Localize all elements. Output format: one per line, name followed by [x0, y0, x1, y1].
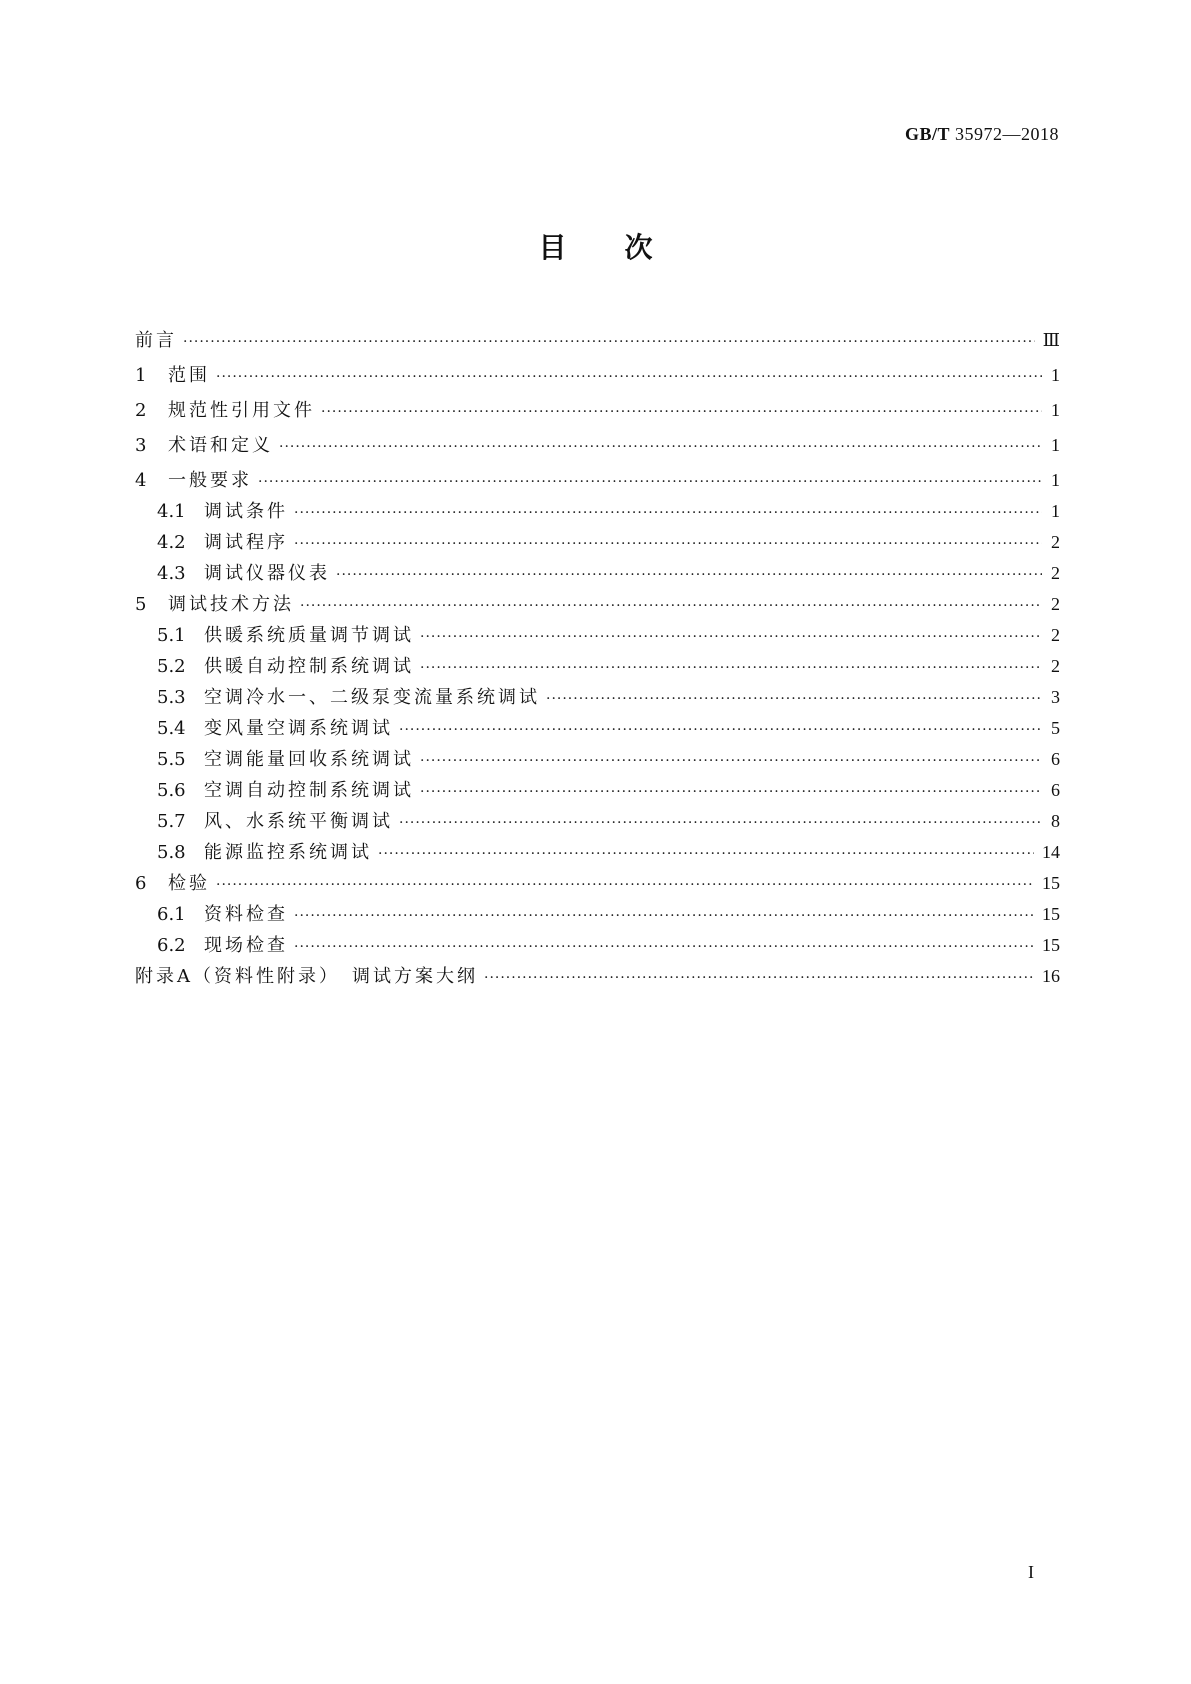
toc-entry-number: 3 — [135, 435, 147, 456]
toc-entry-label: 能源监控系统调试 — [204, 842, 372, 863]
toc-entry-page: 1 — [1051, 365, 1060, 385]
toc-entry-number: 4.3 — [157, 563, 186, 584]
toc-entry-page: 15 — [1042, 935, 1060, 955]
toc-entry-number: 5.2 — [157, 656, 186, 677]
toc-dot-leader — [321, 404, 1042, 420]
toc-entry[interactable] — [135, 590, 1060, 621]
toc-entry[interactable] — [135, 900, 1060, 931]
toc-entry-page: 2 — [1051, 594, 1060, 614]
toc-entry[interactable] — [135, 652, 1060, 683]
toc-dot-leader — [300, 598, 1042, 614]
toc-entry-page: 6 — [1051, 780, 1060, 800]
toc-entry-label: 供暖自动控制系统调试 — [204, 656, 414, 677]
toc-entry-page: 5 — [1051, 718, 1060, 738]
toc-entry[interactable] — [135, 745, 1060, 776]
toc-entry-page: 15 — [1042, 873, 1060, 893]
toc-entry[interactable] — [135, 962, 1060, 997]
toc-entry[interactable] — [135, 431, 1060, 466]
toc-entry-page: 2 — [1051, 532, 1060, 552]
toc-entry-label: 风、水系统平衡调试 — [204, 811, 393, 832]
toc-entry-page: 14 — [1042, 842, 1060, 862]
toc-entry-label: 规范性引用文件 — [168, 400, 315, 421]
toc-dot-leader — [294, 505, 1042, 521]
toc-entry-number: 5 — [135, 594, 147, 615]
toc-dot-leader — [420, 660, 1042, 676]
toc-entry-page: 2 — [1051, 563, 1060, 583]
toc-entry-label: 术语和定义 — [168, 435, 273, 456]
toc-entry[interactable] — [135, 326, 1060, 361]
toc-dot-leader — [378, 846, 1034, 862]
toc-entry-page: 16 — [1042, 966, 1060, 986]
toc-dot-leader — [399, 722, 1042, 738]
toc-entry-label: 空调冷水一、二级泵变流量系统调试 — [204, 687, 540, 708]
toc-entry-number: 5.3 — [157, 687, 186, 708]
toc-entry-label: 一般要求 — [168, 470, 252, 491]
toc-entry-page: 2 — [1051, 656, 1060, 676]
toc-entry[interactable] — [135, 528, 1060, 559]
toc-entry-label: 调试程序 — [204, 532, 288, 553]
toc-entry-label: 前言 — [135, 330, 177, 351]
toc-dot-leader — [183, 334, 1035, 350]
toc-entry-number: 6.2 — [157, 935, 186, 956]
toc-entry-number: 6 — [135, 873, 147, 894]
toc-entry[interactable] — [135, 621, 1060, 652]
toc-entry-label: 范围 — [168, 365, 210, 386]
toc-entry-label: 变风量空调系统调试 — [204, 718, 393, 739]
toc-entry-label: 现场检查 — [204, 935, 288, 956]
toc-dot-leader — [420, 629, 1042, 645]
toc-entry[interactable] — [135, 931, 1060, 962]
toc-dot-leader — [546, 691, 1042, 707]
toc-entry[interactable] — [135, 497, 1060, 528]
toc-dot-leader — [399, 815, 1042, 831]
toc-dot-leader — [420, 753, 1042, 769]
toc-entry-label: 供暖系统质量调节调试 — [204, 625, 414, 646]
toc-entry[interactable] — [135, 714, 1060, 745]
toc-entry[interactable] — [135, 361, 1060, 396]
toc-entry-page: 3 — [1051, 687, 1060, 707]
toc-dot-leader — [484, 970, 1034, 986]
toc-entry-label: 资料检查 — [204, 904, 288, 925]
toc-dot-leader — [279, 439, 1042, 455]
toc-entry[interactable] — [135, 559, 1060, 590]
toc-entry-number: 5.4 — [157, 718, 186, 739]
toc-entry[interactable] — [135, 838, 1060, 869]
toc-entry-number: 5.6 — [157, 780, 186, 801]
standard-code — [905, 124, 1059, 145]
toc-dot-leader — [216, 369, 1042, 385]
page-title: 目次 — [538, 231, 711, 264]
toc-entry[interactable] — [135, 683, 1060, 714]
toc-dot-leader — [420, 784, 1042, 800]
toc-entry-number: 5.7 — [157, 811, 186, 832]
toc-entry-page: 6 — [1051, 749, 1060, 769]
toc-entry[interactable] — [135, 807, 1060, 838]
toc-entry[interactable] — [135, 776, 1060, 807]
toc-entry-label: 空调自动控制系统调试 — [204, 780, 414, 801]
toc-entry[interactable] — [135, 869, 1060, 900]
toc-entry-page: 1 — [1051, 501, 1060, 521]
toc-entry-number: 5.5 — [157, 749, 186, 770]
toc-entry-label: 调试条件 — [204, 501, 288, 522]
toc-entry-page: 1 — [1051, 470, 1060, 490]
toc-dot-leader — [294, 939, 1034, 955]
toc-entry-number: 1 — [135, 365, 147, 386]
toc-entry-label: 调试技术方法 — [168, 594, 294, 615]
toc-dot-leader — [258, 474, 1042, 490]
toc-entry-label: 空调能量回收系统调试 — [204, 749, 414, 770]
toc-entry[interactable] — [135, 466, 1060, 497]
toc-dot-leader — [216, 877, 1034, 893]
toc-entry-page: Ⅲ — [1042, 330, 1060, 350]
standard-number: 35972—2018 — [955, 124, 1059, 144]
table-of-contents — [135, 326, 1060, 997]
toc-entry-label: 附录A（资料性附录） 调试方案大纲 — [135, 966, 478, 987]
toc-entry-page: 1 — [1051, 435, 1060, 455]
toc-dot-leader — [294, 536, 1042, 552]
toc-entry-number: 4.1 — [157, 501, 186, 522]
toc-entry[interactable] — [135, 396, 1060, 431]
toc-entry-number: 4.2 — [157, 532, 186, 553]
toc-entry-label: 检验 — [168, 873, 210, 894]
toc-entry-number: 5.1 — [157, 625, 186, 646]
toc-entry-number: 6.1 — [157, 904, 186, 925]
toc-dot-leader — [336, 567, 1042, 583]
toc-dot-leader — [294, 908, 1034, 924]
toc-entry-number: 5.8 — [157, 842, 186, 863]
toc-entry-page: 2 — [1051, 625, 1060, 645]
toc-entry-page: 15 — [1042, 904, 1060, 924]
footer-page-number: I — [1028, 1562, 1034, 1582]
toc-entry-label: 调试仪器仪表 — [204, 563, 330, 584]
toc-entry-number: 2 — [135, 400, 147, 421]
toc-entry-page: 8 — [1051, 811, 1060, 831]
toc-entry-page: 1 — [1051, 400, 1060, 420]
standard-prefix: GB/T — [904, 124, 950, 144]
toc-entry-number: 4 — [135, 470, 147, 491]
